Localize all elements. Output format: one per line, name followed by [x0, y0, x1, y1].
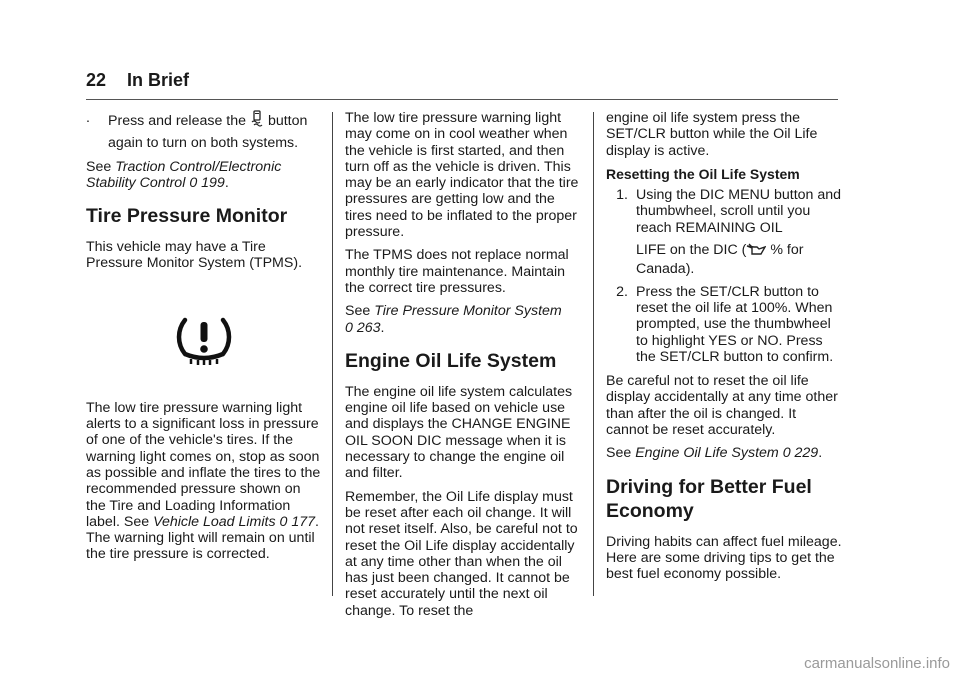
tpm-maintenance-paragraph: The TPMS does not replace normal monthly tire maintenance. Maintain the correct tire pressures. — [345, 247, 569, 296]
reset-continuation: engine oil life system press the SET/CLR button while the Oil Life display is active. — [606, 110, 818, 159]
page-arrow: 0 — [345, 319, 353, 336]
watermark: carmanualsonline.info — [804, 655, 950, 672]
xref-page[interactable]: 229 — [794, 445, 819, 462]
heading-engine-oil-life: Engine Oil Life System — [345, 349, 557, 372]
tpm-intro: This vehicle may have a Tire Pressure Monitor System (TPMS). — [86, 239, 303, 272]
heading-resetting-oil-life: Resetting the Oil Life System — [606, 165, 800, 182]
bullet-mark: . — [86, 110, 90, 126]
xref-page[interactable]: 263 — [356, 319, 381, 336]
bullet-text-pre: Press and release the — [108, 113, 247, 129]
xref-page[interactable]: 199 — [201, 174, 225, 191]
xref-engine-oil-life[interactable]: Engine Oil Life System — [635, 445, 779, 462]
xref-tpms[interactable]: Tire Pressure Monitor System — [374, 303, 562, 320]
bullet-item — [86, 110, 322, 159]
heading-tire-pressure-monitor: Tire Pressure Monitor — [86, 205, 288, 228]
tpm-cold-paragraph: The low tire pressure warning light may come on in cool weather when the vehicle is first started, and then turn off as the vehicle is driven. This may be an early indicator that the tire pressures are getting low and the tires need to be inflated to the proper pressure. — [345, 110, 579, 241]
careful-paragraph: Be careful not to reset the oil life display accidentally at any time other than after the oil is changed. It cannot be reset accurately. — [606, 373, 838, 439]
heading-fuel-economy: Driving for Better Fuel Economy — [606, 475, 812, 522]
section-title: In Brief — [127, 70, 190, 90]
reset-steps — [606, 187, 842, 373]
eol-paragraph-2: Remember, the Oil Life display must be reset after each oil change. It will not reset itself. Also, be careful not to reset the Oil Life display accidentally at any time other than when the oil has just been changed. It cannot be reset accurately until the next oil change. To reset the — [345, 488, 578, 619]
column-divider-1 — [332, 112, 333, 596]
list-item: 1. Using the DIC MENU button and thumbwheel, scroll until you reach REMAINING OIL LIFE on the DIC ( % for Canada). — [616, 187, 842, 278]
page-arrow: 0 — [279, 513, 288, 530]
page-arrow: 0 — [189, 174, 198, 191]
traction-control-icon — [250, 110, 264, 132]
page-arrow: 0 — [782, 445, 791, 462]
column-divider-2 — [593, 112, 594, 596]
see-reference-tpms: See Tire Pressure Monitor System 0 263. — [345, 303, 562, 336]
fuel-paragraph: Driving habits can affect fuel mileage. Here are some driving tips to get the best fuel economy possible. — [606, 533, 842, 583]
header-rule — [86, 99, 838, 100]
see-reference-eol: See Engine Oil Life System 0 229. — [606, 445, 823, 462]
xref-vehicle-load-limits[interactable]: Vehicle Load Limits — [153, 513, 276, 530]
tpm-body: The low tire pressure warning light alerts to a significant loss in pressure of one of the vehicle's tires. If the warning light comes on, stop as soon as possible and inflate the tires to the recommended pressure shown on the Tire and Loading Information label. See Vehicle Load Limits 0 177. The warning light will remain on until the tire pressure is corrected. — [86, 399, 321, 563]
bullet-text-line2: again to turn on both systems. — [108, 135, 299, 152]
see-reference-traction: See Traction Control/Electronic Stability Control 0 199. — [86, 158, 282, 191]
bullet-text-post: button — [267, 113, 308, 129]
column-1 — [86, 110, 322, 570]
oil-can-icon — [746, 243, 766, 261]
xref-traction[interactable]: Traction Control/Electronic Stability Control — [86, 158, 282, 191]
page-number: 22 — [86, 70, 107, 90]
xref-page[interactable]: 177 — [291, 513, 316, 530]
eol-paragraph-1: The engine oil life system calculates engine oil life based on vehicle use and displays the CHANGE ENGINE OIL SOON DIC message when it is necessary to change the engine oil and filter. — [345, 383, 573, 482]
column-3 — [606, 110, 842, 590]
page-header — [86, 70, 189, 91]
list-item: 2. Press the SET/CLR button to reset the oil life at 100%. When prompted, use the thumbwheel to highlight YES or NO. Press the SET/CLR button to confirm. — [616, 283, 834, 365]
column-2 — [345, 110, 581, 626]
tpms-warning-icon — [86, 314, 322, 366]
